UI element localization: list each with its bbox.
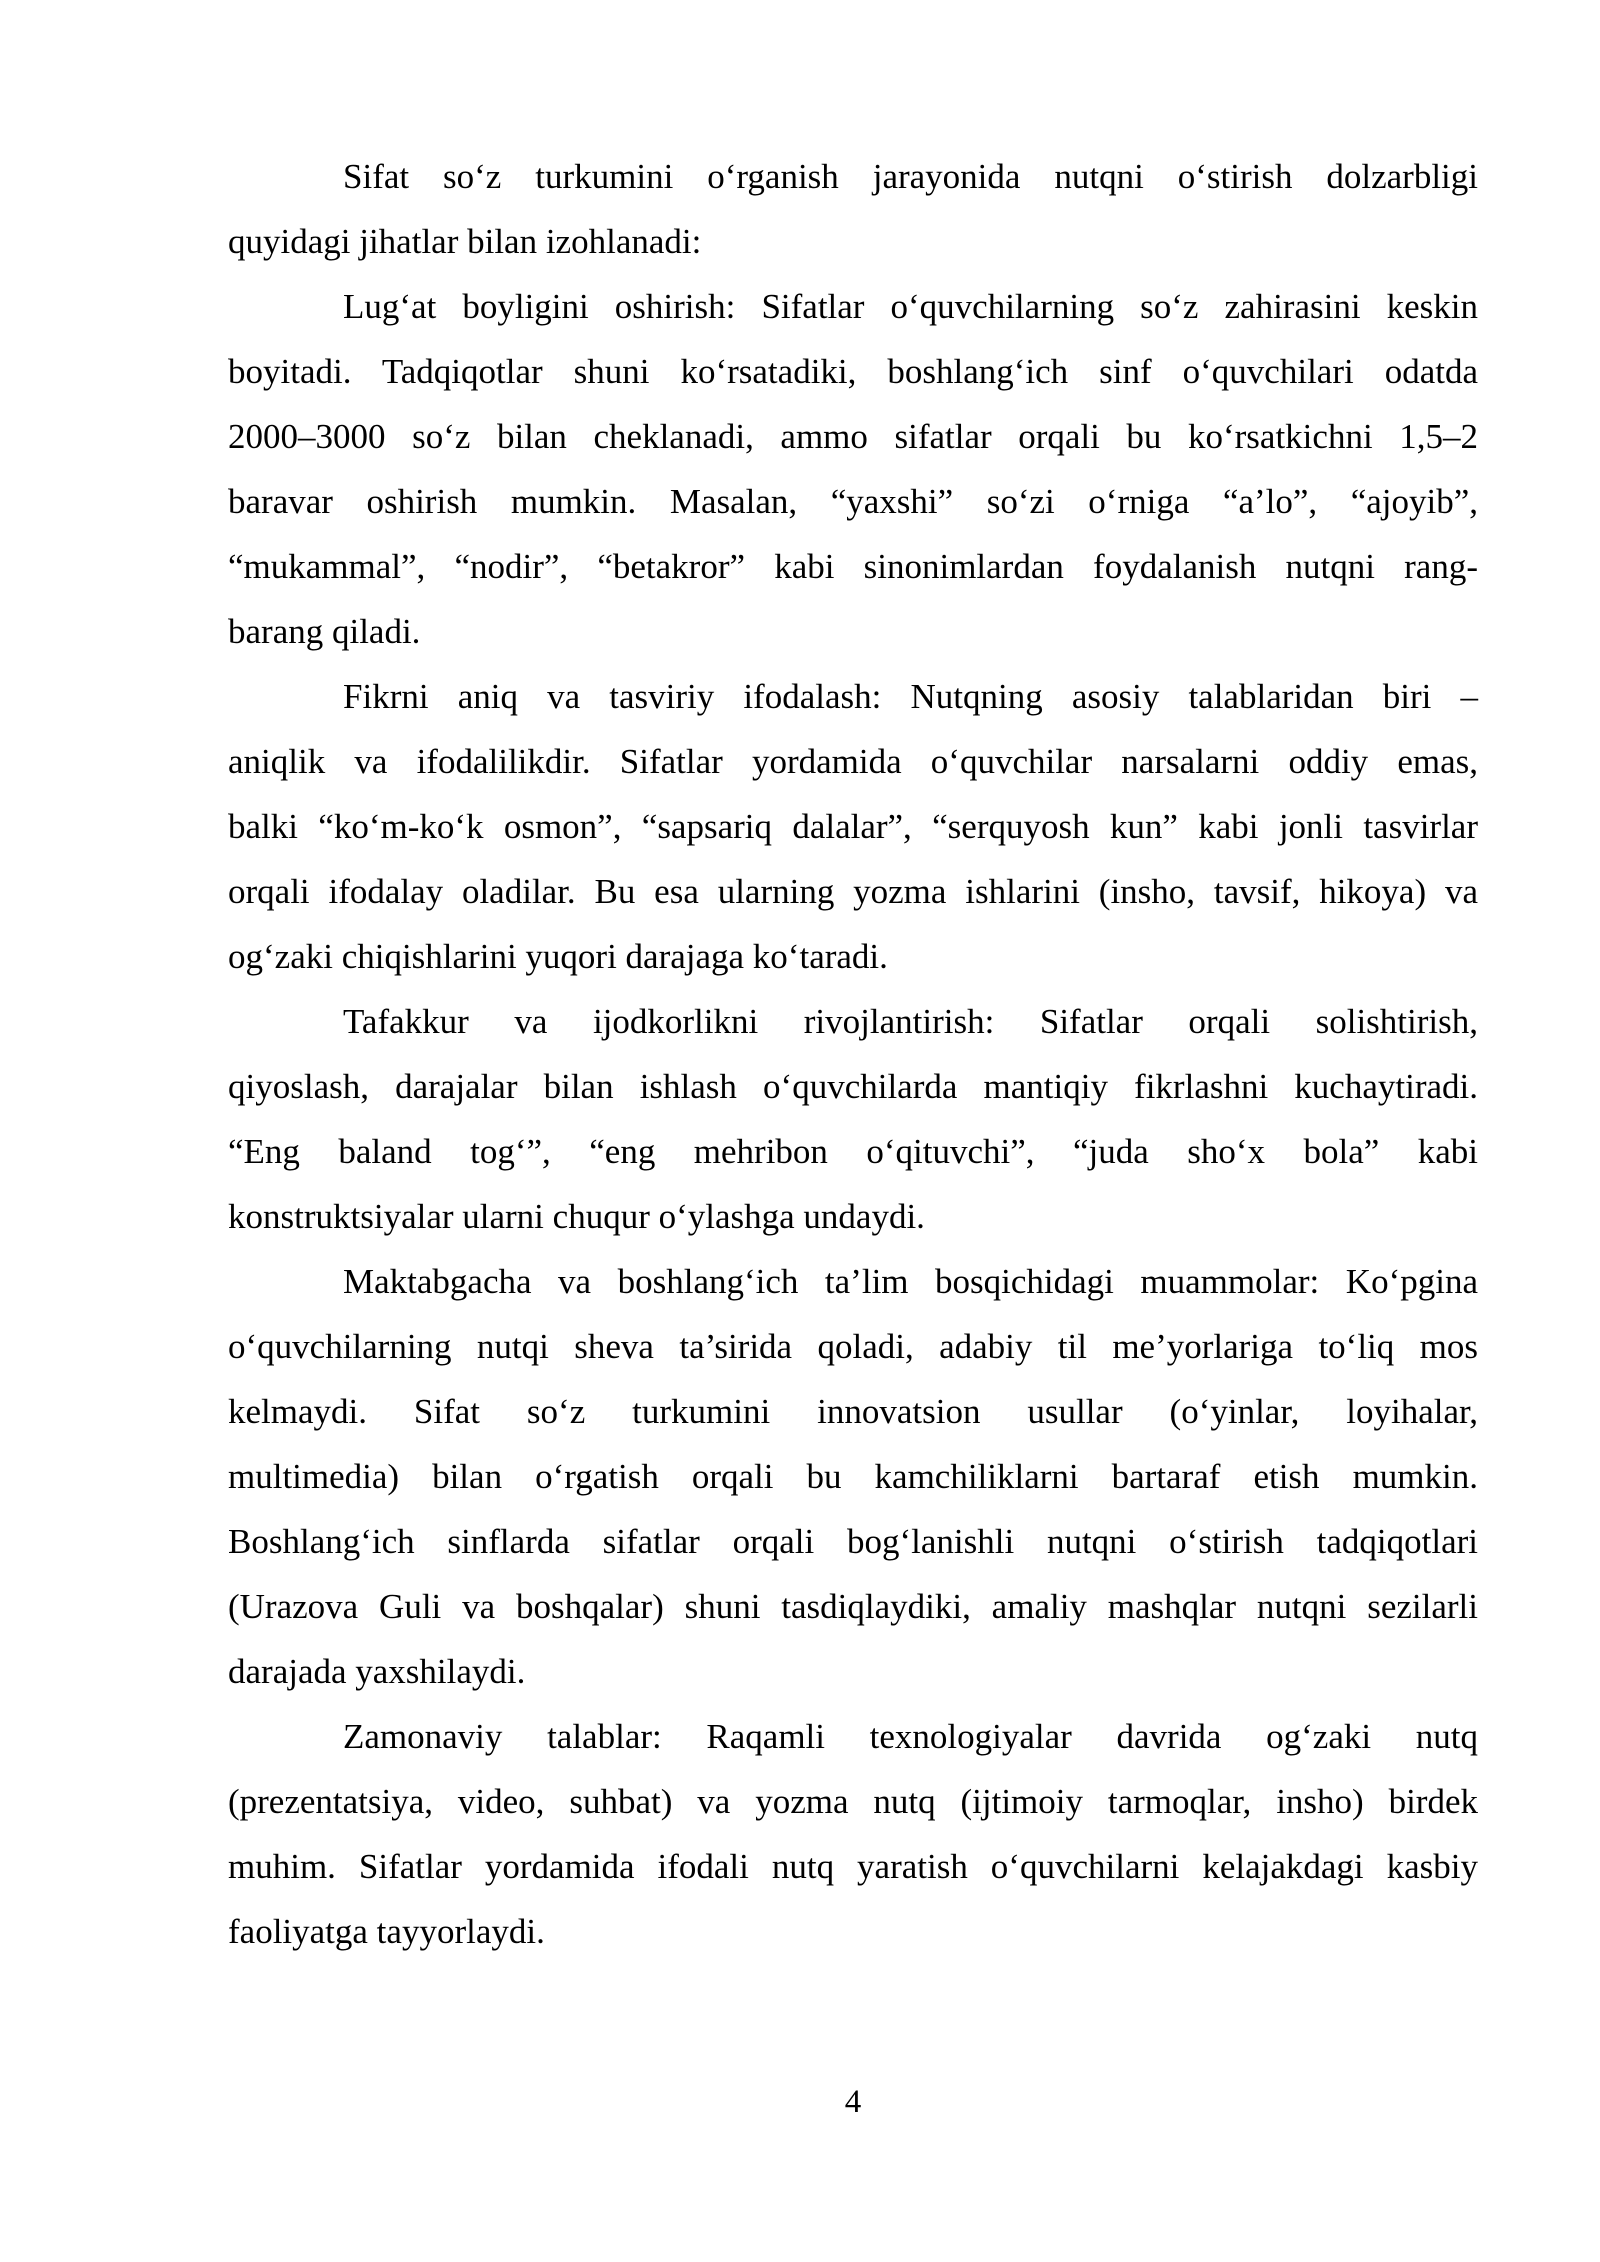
text-line: “mukammal”, “nodir”, “betakror” kabi sinonimlardan foydalanish nutqni rang- [228, 547, 1478, 586]
paragraph [228, 1704, 1478, 1964]
text-line: multimedia) bilan o‘rgatish orqali bu kamchiliklarni bartaraf etish mumkin. [228, 1457, 1478, 1496]
text-line: faoliyatga tayyorlaydi. [228, 1912, 545, 1951]
text-line: orqali ifodalay oladilar. Bu esa ularning yozma ishlarini (insho, tavsif, hikoya) va [228, 872, 1478, 911]
text-line: barang qiladi. [228, 612, 421, 651]
text-line: Zamonaviy talablar: Raqamli texnologiyalar davrida og‘zaki nutq [343, 1717, 1478, 1756]
text-line: qiyoslash, darajalar bilan ishlash o‘quvchilarda mantiqiy fikrlashni kuchaytiradi. [228, 1067, 1478, 1106]
text-line: o‘quvchilarning nutqi sheva ta’sirida qoladi, adabiy til me’yorlariga to‘liq mos [228, 1327, 1478, 1366]
text-line: Lug‘at boyligini oshirish: Sifatlar o‘quvchilarning so‘z zahirasini keskin [343, 287, 1478, 326]
paragraph [228, 274, 1478, 664]
paragraph [228, 144, 1478, 274]
text-line: Tafakkur va ijodkorlikni rivojlantirish: Sifatlar orqali solishtirish, [343, 1002, 1478, 1041]
text-line: quyidagi jihatlar bilan izohlanadi: [228, 222, 702, 261]
document-body [228, 144, 1478, 1964]
text-line: “Eng baland tog‘”, “eng mehribon o‘qituvchi”, “juda sho‘x bola” kabi [228, 1132, 1478, 1171]
paragraph [228, 664, 1478, 989]
text-line: konstruktsiyalar ularni chuqur o‘ylashga undaydi. [228, 1197, 925, 1236]
page-number: 4 [844, 2084, 862, 2120]
text-line: darajada yaxshilaydi. [228, 1652, 526, 1691]
text-line: Fikrni aniq va tasviriy ifodalash: Nutqning asosiy talablaridan biri – [343, 677, 1478, 716]
text-line: 2000–3000 so‘z bilan cheklanadi, ammo sifatlar orqali bu ko‘rsatkichni 1,5–2 [228, 417, 1478, 456]
text-line: (prezentatsiya, video, suhbat) va yozma nutq (ijtimoiy tarmoqlar, insho) birdek [228, 1782, 1478, 1821]
text-line: boyitadi. Tadqiqotlar shuni ko‘rsatadiki, boshlang‘ich sinf o‘quvchilari odatda [228, 352, 1478, 391]
text-line: kelmaydi. Sifat so‘z turkumini innovatsion usullar (o‘yinlar, loyihalar, [228, 1392, 1478, 1431]
paragraph [228, 989, 1478, 1249]
paragraph [228, 1249, 1478, 1704]
text-line: muhim. Sifatlar yordamida ifodali nutq yaratish o‘quvchilarni kelajakdagi kasbiy [228, 1847, 1478, 1886]
text-line: Maktabgacha va boshlang‘ich ta’lim bosqichidagi muammolar: Ko‘pgina [343, 1262, 1478, 1301]
text-line: Sifat so‘z turkumini o‘rganish jarayonida nutqni o‘stirish dolzarbligi [343, 157, 1478, 196]
text-line: aniqlik va ifodalilikdir. Sifatlar yordamida o‘quvchilar narsalarni oddiy emas, [228, 742, 1478, 781]
text-line: (Urazova Guli va boshqalar) shuni tasdiqlaydiki, amaliy mashqlar nutqni sezilarli [228, 1587, 1478, 1626]
text-line: balki “ko‘m-ko‘k osmon”, “sapsariq dalalar”, “serquyosh kun” kabi jonli tasvirlar [228, 807, 1478, 846]
text-line: og‘zaki chiqishlarini yuqori darajaga ko‘taradi. [228, 937, 888, 976]
text-line: baravar oshirish mumkin. Masalan, “yaxshi” so‘zi o‘rniga “a’lo”, “ajoyib”, [228, 482, 1478, 521]
text-line: Boshlang‘ich sinflarda sifatlar orqali bog‘lanishli nutqni o‘stirish tadqiqotlari [228, 1522, 1478, 1561]
